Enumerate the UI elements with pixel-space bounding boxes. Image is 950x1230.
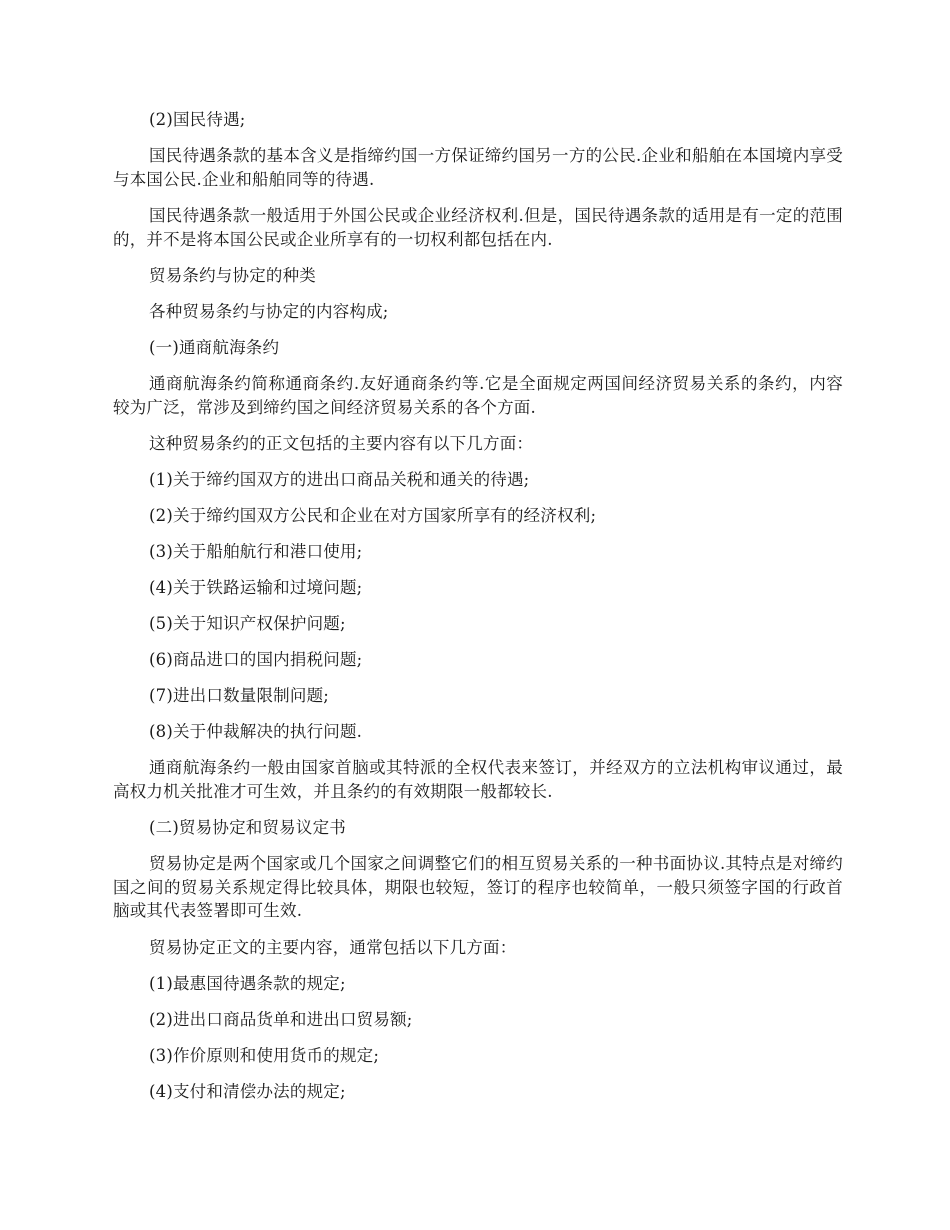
- paragraph-agreement-contents-intro: 贸易协定正文的主要内容，通常包括以下几方面：: [149, 937, 517, 957]
- paragraph-national-treatment-scope: 国民待遇条款一般适用于外国公民或企业经济权利.但是，国民待遇条款的适用是有一定的范围的，并不是将本国公民或企业所享有的一切权利都包括在内.: [113, 206, 843, 249]
- list-item: (1)最惠国待遇条款的规定;: [149, 973, 346, 993]
- list-item: (7)进出口数量限制问题;: [149, 686, 330, 705]
- paragraph-section-heading: 贸易条约与协定的种类: [149, 266, 316, 285]
- list-item: (5)关于知识产权保护问题;: [149, 614, 346, 633]
- list-item: (2)进出口商品货单和进出口贸易额;: [149, 1009, 413, 1029]
- list-item: (4)关于铁路运输和过境问题;: [149, 578, 363, 597]
- paragraph-national-treatment-heading: (2)国民待遇;: [149, 110, 246, 129]
- paragraph-agreement-definition: 贸易协定是两个国家或几个国家之间调整它们的相互贸易关系的一种书面协议.其特点是对缔约国之间的贸易关系规定得比较具体，期限也较短，签订的程序也较简单，一般只须签字国的行政首脑或其代表签署即可生效.: [113, 854, 843, 920]
- paragraph-treaty-signing: 通商航海条约一般由国家首脑或其特派的全权代表来签订，并经双方的立法机构审议通过，最高权力机关批准才可生效，并且条约的有效期限一般都较长.: [113, 758, 843, 801]
- paragraph-subheading-agreement: (二)贸易协定和贸易议定书: [149, 818, 346, 837]
- list-item: (6)商品进口的国内捐税问题;: [149, 650, 363, 669]
- list-item: (8)关于仲裁解决的执行问题.: [149, 722, 363, 741]
- paragraph-subheading-treaty: (一)通商航海条约: [149, 338, 280, 357]
- list-item: (1)关于缔约国双方的进出口商品关税和通关的待遇;: [149, 470, 530, 489]
- document-page: [113, 108, 843, 1116]
- list-item: (3)作价原则和使用货币的规定;: [149, 1045, 380, 1065]
- list-item: (4)支付和清偿办法的规定;: [149, 1081, 346, 1101]
- list-item: (3)关于船舶航行和港口使用;: [149, 542, 363, 561]
- paragraph-national-treatment-meaning: 国民待遇条款的基本含义是指缔约国一方保证缔约国另一方的公民.企业和船舶在本国境内享受与本国公民.企业和船舶同等的待遇.: [113, 146, 843, 189]
- paragraph-treaty-definition: 通商航海条约简称通商条约.友好通商条约等.它是全面规定两国间经济贸易关系的条约，内容较为广泛，常涉及到缔约国之间经济贸易关系的各个方面.: [113, 374, 843, 417]
- paragraph-treaty-contents-intro: 这种贸易条约的正文包括的主要内容有以下几方面：: [149, 434, 534, 453]
- paragraph-content-composition: 各种贸易条约与协定的内容构成;: [149, 302, 389, 321]
- list-item: (2)关于缔约国双方公民和企业在对方国家所享有的经济权利;: [149, 506, 597, 525]
